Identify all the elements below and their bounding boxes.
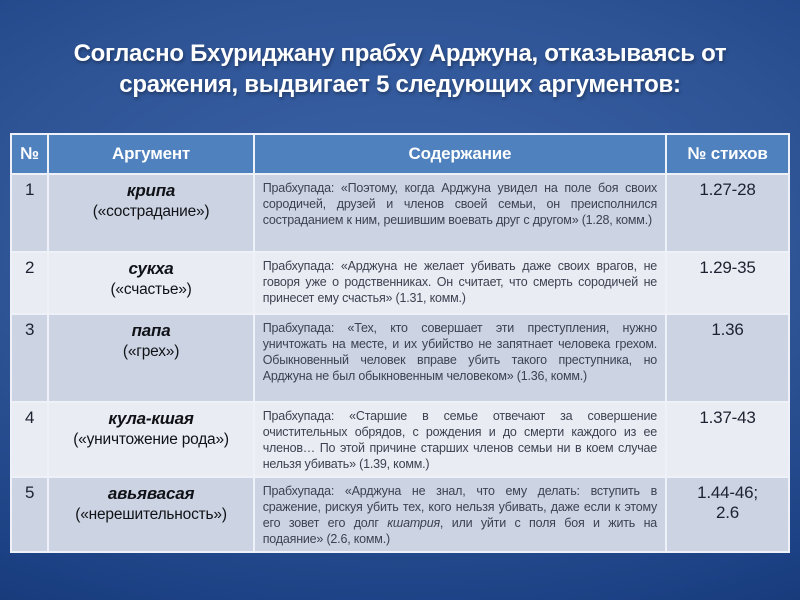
argument-term: авьявасая [107, 484, 195, 503]
slide-title [0, 38, 800, 100]
row-number-cell: 5 [11, 477, 48, 552]
argument-cell [48, 477, 253, 552]
verses-cell [666, 314, 789, 402]
content-text-post: , или уйти с поля боя и жить на подаяние» (2.6, комм.) [262, 516, 658, 546]
content-cell [254, 174, 666, 252]
row-number-cell: 1 [11, 174, 48, 252]
verses-line1: 1.44-46; [697, 483, 758, 502]
argument-term: сукха [128, 259, 174, 278]
argument-translation: («сострадание») [92, 203, 210, 220]
table-row [11, 174, 789, 252]
content-cell [254, 252, 666, 314]
table-header-row [11, 134, 789, 174]
verses-line2: 2.6 [716, 503, 740, 522]
row-number-cell: 2 [11, 252, 48, 314]
argument-cell [48, 174, 253, 252]
table-row [11, 402, 789, 477]
argument-term: крипа [126, 181, 176, 200]
table-row [11, 477, 789, 552]
content-italic-term: кшатрия [387, 516, 440, 530]
argument-translation: («счастье») [110, 281, 192, 298]
content-text: Прабхупада: «Тех, кто совершает эти преступления, нужно уничтожать на месте, и их убийство не запятнает человека грехом. Обыкновенный человек вправе убить такого преступника, но Арджуна не был обыкновенным человеком» (1.36, комм.) [262, 321, 658, 383]
argument-term: папа [131, 321, 171, 340]
verses-cell [666, 174, 789, 252]
slide-title-line2: сражения, выдвигает 5 следующих аргументов: [119, 71, 681, 98]
content-cell [254, 402, 666, 477]
argument-translation: («уничтожение рода») [73, 431, 229, 448]
content-cell [254, 314, 666, 402]
argument-translation: («нерешительность») [75, 506, 227, 523]
verses-line1: 1.36 [711, 320, 744, 339]
content-text: Прабхупада: «Старшие в семье отвечают за совершение очистительных обрядов, с рождения и до смерти каждого из ее членов… По этой причине старших членов семьи ни в коем случае нельзя убивать» (1.39, комм.) [262, 409, 658, 471]
header-number: № [11, 134, 48, 174]
argument-cell [48, 252, 253, 314]
table-row [11, 314, 789, 402]
verses-line1: 1.29-35 [699, 258, 756, 277]
argument-cell [48, 402, 253, 477]
header-verses: № стихов [666, 134, 789, 174]
content-text: Прабхупада: «Арджуна не знал, что ему делать: вступить в сражение, рискуя убить тех, кого нельзя убивать, даже если к этому его зовет его долг [262, 484, 658, 530]
row-number-cell: 3 [11, 314, 48, 402]
argument-cell [48, 314, 253, 402]
verses-line1: 1.27-28 [699, 180, 756, 199]
argument-translation: («грех») [122, 343, 180, 360]
slide-title-line1: Согласно Бхуриджану прабху Арджуна, отказываясь от [73, 40, 727, 67]
arguments-table [10, 133, 790, 553]
verses-cell [666, 402, 789, 477]
header-argument: Аргумент [48, 134, 253, 174]
argument-term: кула-кшая [108, 409, 194, 428]
table-row [11, 252, 789, 314]
header-content: Содержание [254, 134, 666, 174]
verses-line1: 1.37-43 [699, 408, 756, 427]
verses-cell [666, 252, 789, 314]
row-number-cell: 4 [11, 402, 48, 477]
content-text: Прабхупада: «Арджуна не желает убивать даже своих врагов, не говоря уже о родственниках. Он считает, что смерть сородичей не принесет ему счастья» (1.31, комм.) [262, 259, 658, 305]
content-cell [254, 477, 666, 552]
content-text: Прабхупада: «Поэтому, когда Арджуна увидел на поле боя своих сородичей, друзей и членов своей семьи, он преисполнился состраданием к ним, решившим воевать друг с другом» (1.28, комм.) [262, 181, 658, 227]
verses-cell [666, 477, 789, 552]
